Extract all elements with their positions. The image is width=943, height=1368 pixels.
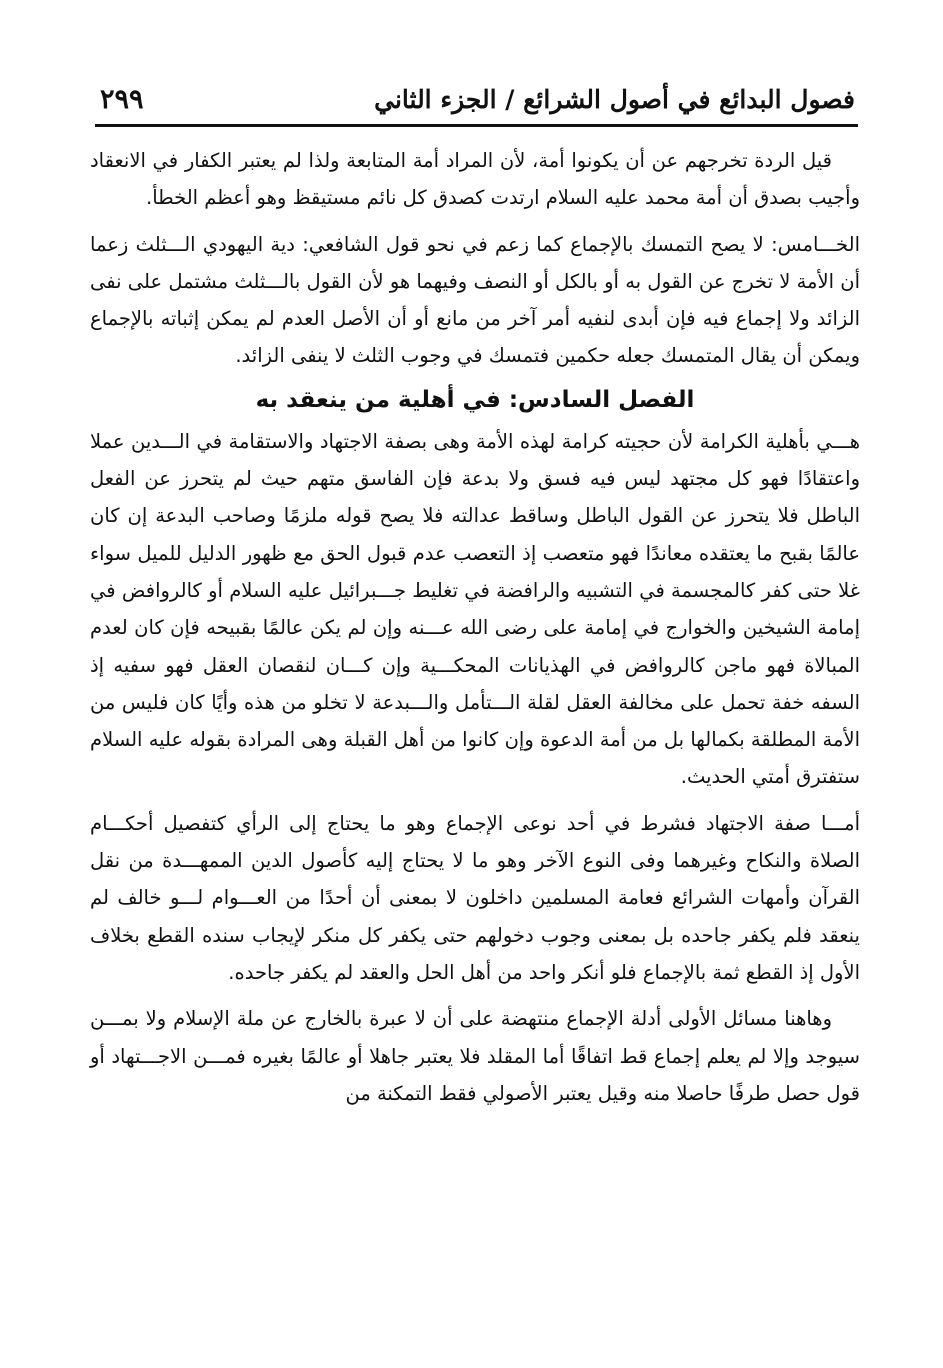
chapter-heading: الفصل السادس: في أهلية من ينعقد به: [255, 386, 695, 413]
paragraph-ijtihad-condition: أمـــا صفة الاجتهاد فشرط في أحد نوعى الإجماع وهو ما يحتاج إلى الرأي كتفصيل أحكـــام الصلاة والنكاح وغيرهما وفى النوع الآخر وهو ما لا يحتاج إليه كأصول الدين الممهـــدة من نقل القرآن وأمهات الشرائع فعامة المسلمين داخلون لا بمعنى أن أحدًا من العـــوام لـــو خالف لم ينعقد فلم يكفر جاحده بل بمعنى وجوب دخولهم حتى يكفر كل منكر لإيجاب سنده القطع بخلاف الأول إذ القطع ثمة بالإجماع فلو أنكر واحد من أهل الحل والعقد لم يكفر جاحده.: [90, 811, 860, 984]
paragraph-first-issue: وهاهنا مسائل الأولى أدلة الإجماع منتهضة على أن لا عبرة بالخارج عن ملة الإسلام ولا بمـــن سيوجد وإلا لم يعلم إجماع قط اتفاقًا أما المقلد فلا يعتبر جاهلا أو عالمًا بغيره فمـــن الاجـــتهاد أو قول حصل طرفًا حاصلا منه وقيل يعتبر الأصولي فقط التمكنة من: [90, 1007, 860, 1105]
paragraph-apostasy-objection: قيل الردة تخرجهم عن أن يكونوا أمة، لأن المراد أمة المتابعة ولذا لم يعتبر الكفار في الانعقاد وأجيب بصدق أن أمة محمد عليه السلام ارتدت كصدق كل نائم مستيقظ وهو أعظم الخطأ.: [90, 149, 860, 210]
running-title: فصول البدائع في أصول الشرائع / الجزء الثاني: [374, 85, 855, 114]
paragraph-eligibility: هـــي بأهلية الكرامة لأن حجيته كرامة لهذه الأمة وهى بصفة الاجتهاد والاستقامة في الـــدين عملا واعتقادًا فهو كل مجتهد ليس فيه فسق ولا بدعة فإن الفاسق متهم حيث لم يتحرز عن الفعل الباطل فلا يتحرز عن القول الباطل وساقط عدالته فلا يصح قوله ملزمًا وصاحب البدعة إن كان عالمًا بقبح ما يعتقده معاندًا فهو متعصب إذ التعصب عدم قبول الحق مع ظهور الدليل للميل سواء غلا حتى كفر كالمجسمة في التشبيه والرافضة في تغليط جـــبرائيل عليه السلام أو كالروافض في إمامة الشيخين والخوارج في إمامة على رضى الله عـــنه وإن لم يكن عالمًا بقبيحه فإن كان لعدم المبالاة فهو ماجن كالروافض في الهذيانات المحكـــية وإن كـــان لنقصان العقل فهو سفيه إذ السفه خفة تحمل على مخالفة العقل لقلة الـــتأمل والـــبدعة لا تخلو من هذه وأيًا كان فليس من الأمة المطلقة بكمالها بل من أمة الدعوة وإن كانوا من أهل القبلة وهى المرادة بقوله عليه السلام ستفترق أمتي الحديث.: [90, 429, 860, 789]
header-rule: [95, 124, 858, 127]
page-number: ٢٩٩: [100, 84, 144, 115]
page-header: [100, 80, 855, 120]
body-text: [90, 142, 860, 1112]
paragraph-fifth-point: الخـــامس: لا يصح التمسك بالإجماع كما زعم في نحو قول الشافعي: دية اليهودي الـــثلث زعما أن الأمة لا تخرج عن القول به أو بالكل أو النصف وفيهما هو لأن القول بالـــثلث مشتمل على نفى الزائد ولا إجماع فيه فإن أبدى لنفيه أمر آخر من مانع أو أن الأصل العدم لم يمكن إثباته بالإجماع ويمكن أن يقال المتمسك جعله حكمين فتمسك في وجوب الثلث لا ينفى الزائد.: [90, 232, 860, 368]
